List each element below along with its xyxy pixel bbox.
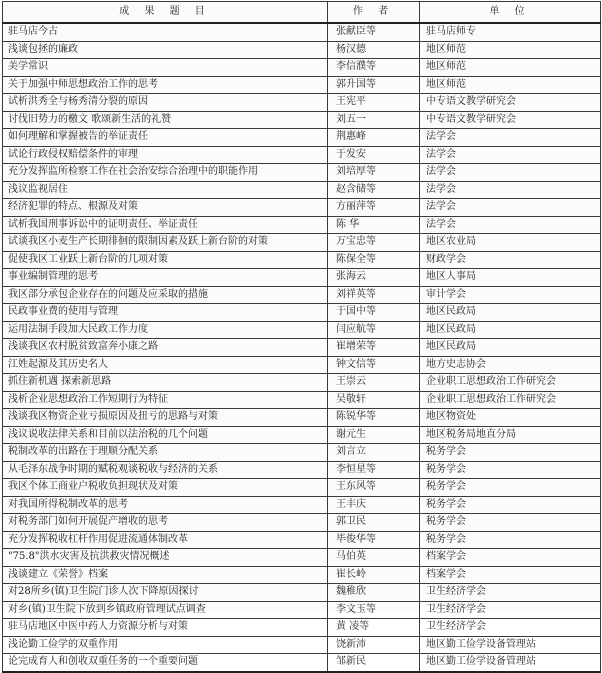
table-cell-title: 经济犯罪的特点、根源及对策 (3, 199, 328, 217)
table-cell-author: 郭卫民 (328, 514, 420, 532)
table-row (3, 111, 601, 129)
table-row (3, 461, 601, 479)
table-row (3, 251, 601, 269)
table-cell-unit: 地区师范 (420, 41, 601, 59)
table-cell-title: 驻马店今古 (3, 23, 328, 41)
table-row (3, 129, 601, 147)
table-cell-author: 陈保全等 (328, 251, 420, 269)
table-row (3, 584, 601, 602)
table-row (3, 164, 601, 182)
table-cell-unit: 企业职工思想政治工作研究会 (420, 391, 601, 409)
table-row (3, 76, 601, 94)
table-cell-author: 王崇云 (328, 374, 420, 392)
table-cell-title: 我区部分承包企业存在的问题及应采取的措施 (3, 286, 328, 304)
table-cell-author: 赵含储等 (328, 181, 420, 199)
table-cell-unit: 企业职工思想政治工作研究会 (420, 374, 601, 392)
table-cell-unit: 财政学会 (420, 251, 601, 269)
table-cell-title: 讨伐旧势力的檄文 歌颂新生活的礼赞 (3, 111, 328, 129)
table-cell-unit: 地区师范 (420, 76, 601, 94)
table-row (3, 531, 601, 549)
table-cell-author: 闫应航等 (328, 321, 420, 339)
table-cell-unit: 法学会 (420, 181, 601, 199)
table-cell-unit: 地区农业局 (420, 234, 601, 252)
achievements-table (2, 1, 601, 673)
table-cell-unit: 法学会 (420, 216, 601, 234)
table-cell-title: 对乡(镇)卫生院下放到乡镇政府管理试点调查 (3, 601, 328, 619)
table-row (3, 321, 601, 339)
table-row (3, 146, 601, 164)
table-cell-title: 关于加强中师思想政治工作的思考 (3, 76, 328, 94)
table-row (3, 304, 601, 322)
table-cell-title: 对我国所得税制改革的思考 (3, 496, 328, 514)
table-cell-author: 王东风等 (328, 479, 420, 497)
table-cell-unit: 税务学会 (420, 496, 601, 514)
table-cell-author: 陈 华 (328, 216, 420, 234)
table-cell-unit: 法学会 (420, 129, 601, 147)
table-cell-unit: 地区人事局 (420, 269, 601, 287)
table-row (3, 479, 601, 497)
table-row (3, 636, 601, 654)
table-cell-unit: 法学会 (420, 146, 601, 164)
table-cell-author: 李信濮等 (328, 59, 420, 77)
table-cell-title: 驻马店地区中医中药人力资源分析与对策 (3, 619, 328, 637)
table-row (3, 59, 601, 77)
table-cell-title: 浅谈我区物资企业亏损原因及扭亏的思路与对策 (3, 409, 328, 427)
table-row (3, 181, 601, 199)
table-cell-title: 浅析企业思想政治工作短期行为特征 (3, 391, 328, 409)
table-cell-author: 刘言立 (328, 444, 420, 462)
table-cell-title: 对28所乡(镇)卫生院门诊人次下降原因探讨 (3, 584, 328, 602)
table-cell-unit: 税务学会 (420, 479, 601, 497)
table-row (3, 426, 601, 444)
table-cell-title: 试谈我区小麦生产长期徘徊的限制因素及跃上新台阶的对策 (3, 234, 328, 252)
table-cell-author: 刘祥英等 (328, 286, 420, 304)
table-cell-author: 李文玉等 (328, 601, 420, 619)
table-cell-unit: 中专语文教学研究会 (420, 111, 601, 129)
table-cell-author: 于发安 (328, 146, 420, 164)
table-cell-title: 从毛泽东战争时期的赋税观谈税收与经济的关系 (3, 461, 328, 479)
table-cell-unit: 驻马店师专 (420, 23, 601, 41)
table-cell-title: 民政事业费的使用与管理 (3, 304, 328, 322)
table-cell-title: 试析洪秀全与杨秀清分裂的原因 (3, 94, 328, 112)
table-cell-unit: 审计学会 (420, 286, 601, 304)
table-cell-title: 浅谈建立《荣誉》档案 (3, 566, 328, 584)
header-title: 成 果 题 目 (3, 2, 328, 24)
table-cell-unit: 税务学会 (420, 531, 601, 549)
table-cell-unit: 税务学会 (420, 461, 601, 479)
table-cell-unit: 地区民政局 (420, 321, 601, 339)
table-cell-title: 美学常识 (3, 59, 328, 77)
table-cell-author: 毕俊华等 (328, 531, 420, 549)
table-row (3, 199, 601, 217)
table-cell-unit: 税务学会 (420, 444, 601, 462)
table-cell-unit: 地区物资处 (420, 409, 601, 427)
table-row (3, 619, 601, 637)
table-row (3, 444, 601, 462)
table-cell-title: 试论行政侵权赔偿条件的审理 (3, 146, 328, 164)
table-cell-unit: 地方史志协会 (420, 356, 601, 374)
table-cell-title: 试析我国刑事诉讼中的证明责任、举证责任 (3, 216, 328, 234)
table-cell-author: 万宝忠等 (328, 234, 420, 252)
header-author: 作 者 (328, 2, 420, 24)
table-cell-unit: 中专语文教学研究会 (420, 94, 601, 112)
table-cell-author: 张海云 (328, 269, 420, 287)
table-cell-author: 张献臣等 (328, 23, 420, 41)
table-cell-unit: 地区税务局地直分局 (420, 426, 601, 444)
table-cell-author: 刘五一 (328, 111, 420, 129)
table-cell-author: 钟文信等 (328, 356, 420, 374)
table-cell-unit: 法学会 (420, 199, 601, 217)
table-row (3, 356, 601, 374)
table-row (3, 234, 601, 252)
table-cell-title: 我区个体工商业户税收负担现状及对策 (3, 479, 328, 497)
table-cell-author: 陈锐华等 (328, 409, 420, 427)
table-row (3, 339, 601, 357)
table-cell-title: 抓住新机遇 探索新思路 (3, 374, 328, 392)
table-cell-author: 黄 凌等 (328, 619, 420, 637)
table-row (3, 94, 601, 112)
table-cell-unit: 税务学会 (420, 514, 601, 532)
table-cell-author: 吴敬轩 (328, 391, 420, 409)
table-cell-title: 浅论勤工俭学的双重作用 (3, 636, 328, 654)
table-cell-unit: 地区民政局 (420, 339, 601, 357)
table-cell-title: "75.8"洪水灾害及抗洪救灾情况概述 (3, 549, 328, 567)
table-body (3, 23, 601, 672)
table-row (3, 391, 601, 409)
table-cell-author: 荆惠峰 (328, 129, 420, 147)
table-cell-author: 崔增荣等 (328, 339, 420, 357)
table-cell-author: 马伯英 (328, 549, 420, 567)
table-row (3, 409, 601, 427)
table-row (3, 216, 601, 234)
table-row (3, 269, 601, 287)
table-cell-author: 崔长岭 (328, 566, 420, 584)
table-cell-author: 饶新沛 (328, 636, 420, 654)
table-cell-title: 浅议说收法律关系和目前以法治税的几个问题 (3, 426, 328, 444)
table-cell-title: 充分发挥监所检察工作在社会治安综合治理中的职能作用 (3, 164, 328, 182)
table-cell-unit: 地区勤工俭学设备管理站 (420, 636, 601, 654)
table-row (3, 23, 601, 41)
table-row (3, 41, 601, 59)
table-cell-author: 谢元生 (328, 426, 420, 444)
table-cell-title: 如何理解和掌握被告的举证责任 (3, 129, 328, 147)
table-cell-unit: 地区民政局 (420, 304, 601, 322)
table-cell-author: 魏稚欣 (328, 584, 420, 602)
table-cell-author: 方丽萍等 (328, 199, 420, 217)
table-cell-title: 江姓起源及其历史名人 (3, 356, 328, 374)
table-row (3, 496, 601, 514)
table-cell-unit: 法学会 (420, 164, 601, 182)
table-cell-unit: 档案学会 (420, 566, 601, 584)
table-cell-title: 税制改革的出路在于理顺分配关系 (3, 444, 328, 462)
table-cell-author: 于国中等 (328, 304, 420, 322)
table-row (3, 549, 601, 567)
table-cell-author: 邹新民 (328, 654, 420, 672)
table-cell-author: 王丰庆 (328, 496, 420, 514)
table-cell-unit: 卫生经济学会 (420, 619, 601, 637)
table-cell-author: 郭升国等 (328, 76, 420, 94)
table-cell-unit: 地区师范 (420, 59, 601, 77)
table-cell-author: 王宪平 (328, 94, 420, 112)
table-header-row (3, 2, 601, 24)
table-cell-author: 杨汉德 (328, 41, 420, 59)
table-cell-title: 浅谈我区农村脱贫致富奔小康之路 (3, 339, 328, 357)
table-cell-title: 浅议监视居住 (3, 181, 328, 199)
table-cell-unit: 档案学会 (420, 549, 601, 567)
table-cell-title: 促使我区工业跃上新台阶的几项对策 (3, 251, 328, 269)
table-cell-unit: 卫生经济学会 (420, 584, 601, 602)
table-cell-unit: 卫生经济学会 (420, 601, 601, 619)
header-unit: 单 位 (420, 2, 601, 24)
table-row (3, 514, 601, 532)
table-cell-title: 对税务部门如何开展促产增收的思考 (3, 514, 328, 532)
table-cell-title: 充分发挥税收杠杆作用促进流通体制改革 (3, 531, 328, 549)
table-row (3, 374, 601, 392)
table-cell-title: 浅谈包拯的廉政 (3, 41, 328, 59)
table-cell-author: 刘培厚等 (328, 164, 420, 182)
table-row (3, 654, 601, 672)
table-cell-unit: 地区勤工俭学设备管理站 (420, 654, 601, 672)
table-cell-title: 运用法制手段加大民政工作力度 (3, 321, 328, 339)
table-cell-author: 李恒星等 (328, 461, 420, 479)
table-row (3, 286, 601, 304)
table-cell-title: 事业编制管理的思考 (3, 269, 328, 287)
table-cell-title: 论完成育人和创收双重任务的一个重要问题 (3, 654, 328, 672)
table-row (3, 566, 601, 584)
